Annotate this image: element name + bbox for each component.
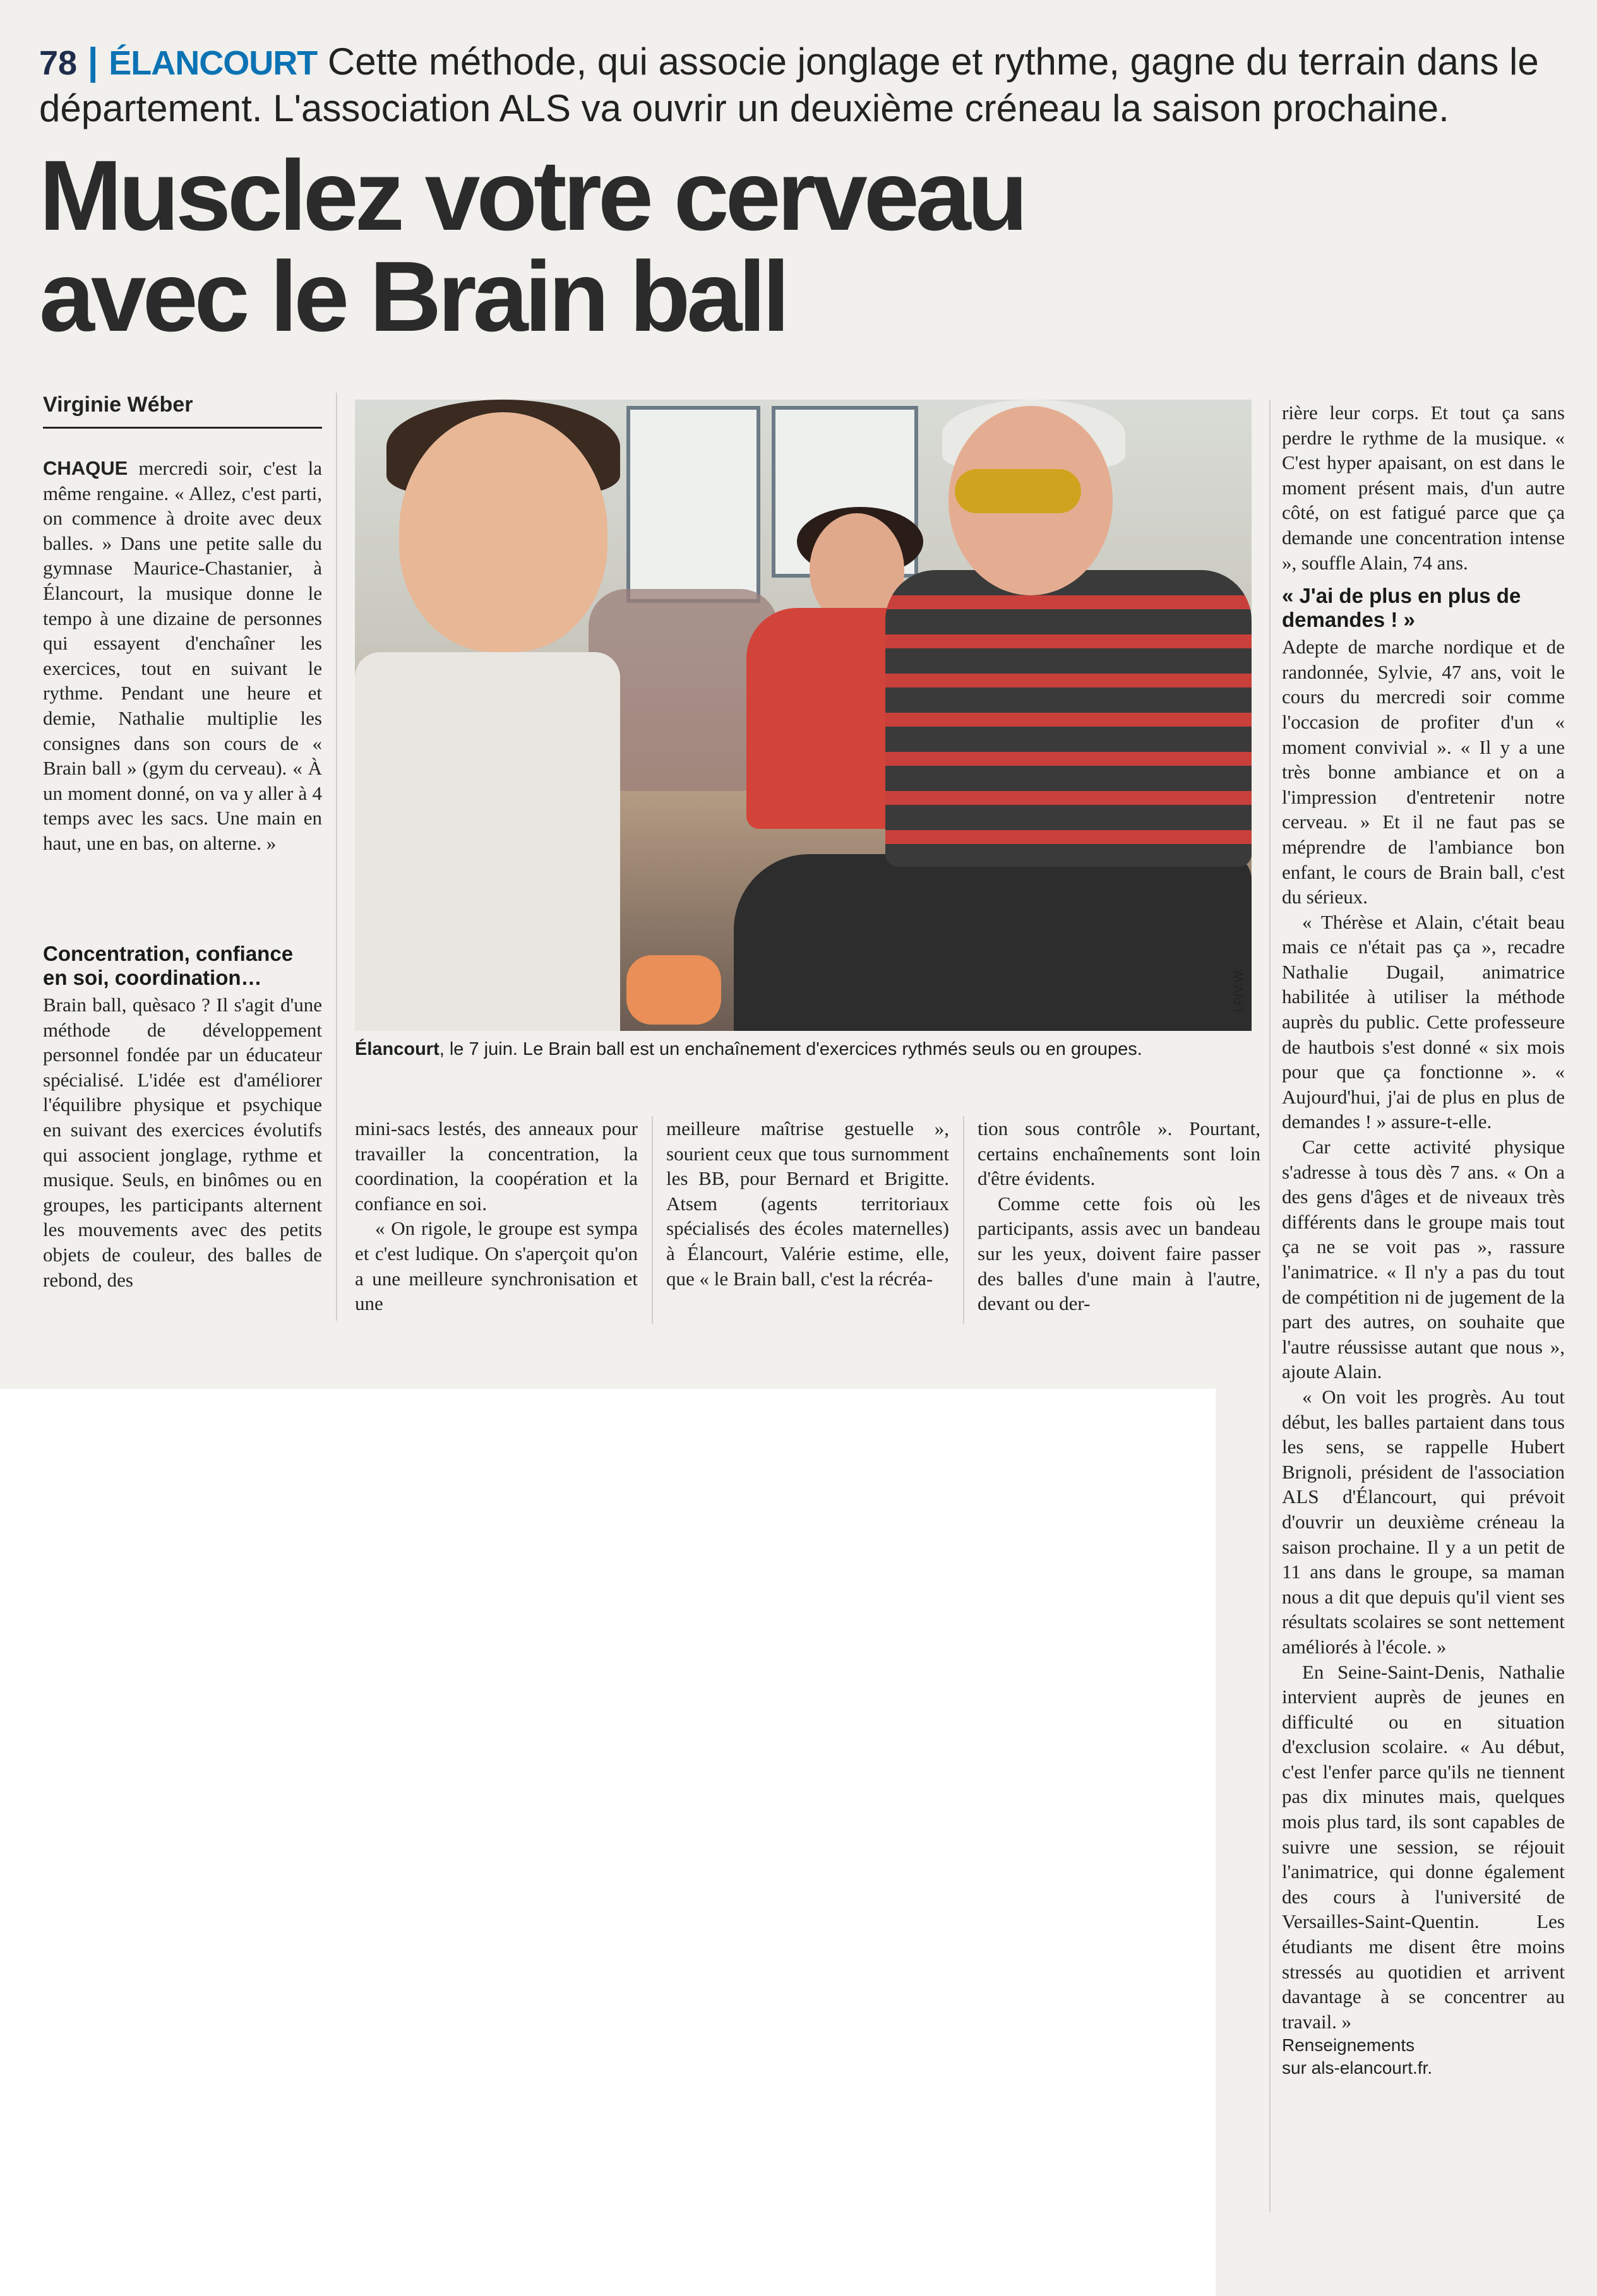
byline-rule [43, 427, 322, 429]
kicker [39, 39, 1567, 131]
headline [39, 140, 1239, 352]
paragraph: meilleure maîtrise gestuelle », sourient ceux que tous surnomment les BB, pour Bernard et Brigitte. Atsem (agents territoriaux spécialisés des écoles maternelles) à Élancourt, Valérie estime, elle, que « le Brain ball, c'est la récréa- [666, 1117, 949, 1290]
caption-text: , le 7 juin. Le Brain ball est un enchaînement d'exercices rythmés seuls ou en groupes. [439, 1039, 1142, 1059]
paragraph: tion sous contrôle ». Pourtant, certains enchaînements sont loin d'être évidents. [978, 1117, 1260, 1190]
column-4 [978, 1116, 1260, 1316]
article-photo [355, 400, 1252, 1031]
column-rule [1269, 400, 1271, 2212]
weighted-bag [626, 955, 721, 1025]
kicker-separator: | [87, 40, 99, 83]
info-label: Renseignements [1282, 2035, 1415, 2055]
paragraph: « Thérèse et Alain, c'était beau mais ce n'était pas ça », recadre Nathalie Dugail, animatrice habilitée à utiliser la méthode auprès du public. Cette professeure de hautbois s'est donné « six mois pour que ça fonctionne ». « Aujourd'hui, j'ai de plus en plus de demandes ! » assure-t-elle. [1282, 910, 1565, 1133]
column-1 [43, 456, 322, 856]
paragraph: mercredi soir, c'est la même rengaine. « Allez, c'est parti, on commence à droite avec deux balles. » Dans une petite salle du gymnase Maurice-Chastanier, à Élancourt, la musique donne le tempo à une dizaine de personnes qui essayent d'enchaîner les exercices, tout en suivant le rythme. Pendant une heure et demie, Nathalie multiplie les consignes dans son cours de « Brain ball » (gym du cerveau). « À un moment donné, on va y aller à 4 temps avec les sacs. Une main en haut, une en bas, on alterne. » [43, 457, 322, 854]
participant-legs [734, 854, 1252, 1031]
column-rule [963, 1116, 964, 1324]
column-3 [666, 1116, 949, 1291]
blindfold-mask [955, 469, 1081, 513]
window [626, 406, 760, 603]
column-rule [336, 393, 337, 1321]
lead-word: CHAQUE [43, 457, 128, 479]
paragraph: « On rigole, le groupe est sympa et c'est ludique. On s'aperçoit qu'on a une meilleure synchronisation et une [355, 1217, 638, 1315]
paragraph: Adepte de marche nordique et de randonnée, Sylvie, 47 ans, voit le cours du mercredi soir comme l'occasion de profiter d'un « moment convivial ». « Il y a une très bonne ambiance et on a l'impression d'entretenir notre cerveau. » Et il ne faut pas se méprendre de l'ambiance bon enfant, le cours de Brain ball, c'est du sérieux. [1282, 636, 1565, 908]
headline-line-1: Musclez votre cerveau [39, 140, 1025, 251]
column-5 [1282, 400, 1565, 2079]
column-1-continued [43, 933, 322, 1292]
byline: Virginie Wéber [43, 393, 193, 417]
participant-striped-shirt [885, 570, 1252, 867]
subhead-concentration: Concentration, confiance en soi, coordination… [43, 942, 294, 989]
photo-caption [355, 1038, 1252, 1060]
boy-head [399, 412, 607, 652]
headline-line-2: avec le Brain ball [39, 241, 787, 352]
paragraph: rière leur corps. Et tout ça sans perdre le rythme de la musique. « C'est hyper apaisant, on est dans le moment présent mais, d'un autre côté, on est fatigué parce que ça demande une concentration intense », souffle Alain, 74 ans. [1282, 402, 1565, 574]
page-number: 78 [39, 44, 78, 82]
section-town: ÉLANCOURT [109, 44, 318, 82]
boy-tshirt [355, 652, 620, 1031]
column-2 [355, 1116, 638, 1316]
paragraph: « On voit les progrès. Au tout début, les balles partaient dans tous les sens, se rappelle Hubert Brignoli, président de l'association ALS d'Élancourt, qui prévoit d'ouvrir un deuxième créneau la saison prochaine. Il y a un petit de 11 ans dans le groupe, sa maman nous a dit que depuis qu'il vient ses résultats scolaires se sont nettement améliorés à l'école. » [1282, 1385, 1565, 1658]
paragraph: Comme cette fois où les participants, assis avec un bandeau sur les yeux, doivent faire passer des balles d'une main à l'autre, devant ou der- [978, 1192, 1260, 1315]
subhead-demandes: « J'ai de plus en plus de demandes ! » [1282, 584, 1521, 632]
paragraph: mini-sacs lestés, des anneaux pour travailler la concentration, la coordination, la coopération et la confiance en soi. [355, 1117, 638, 1215]
paragraph: Brain ball, quèsaco ? Il s'agit d'une méthode de développement personnel fondée par un éducateur spécialisé. L'idée est d'améliorer l'équilibre physique et psychique en suivant des exercices évolutifs qui associent jonglage, rythme et musique. Seuls, en binômes ou en groupes, les participants alternent les mouvements avec des petits objets de couleur, des balles de rebond, des [43, 994, 322, 1291]
photo-credit: LP/V.W. [1232, 968, 1246, 1013]
column-rule [652, 1116, 653, 1324]
kicker-text: Cette méthode, qui associe jonglage et rythme, gagne du terrain dans le département. L'association ALS va ouvrir un deuxième créneau la saison prochaine. [39, 40, 1539, 129]
caption-place: Élancourt [355, 1039, 440, 1059]
info-website: sur als-elancourt.fr. [1282, 2058, 1433, 2078]
paragraph: Car cette activité physique s'adresse à tous dès 7 ans. « On a des gens d'âges et de niveaux très différents dans le groupe mais tout ça ne se voit pas », rassure l'animatrice. « Il n'y a pas du tout de compétition ni de jugement de la part des autres, on souhaite que l'autre réussisse autant que nous », ajoute Alain. [1282, 1136, 1565, 1383]
paragraph: En Seine-Saint-Denis, Nathalie intervient auprès de jeunes en difficulté ou en situation d'exclusion scolaire. « Au début, c'est l'enfer parce qu'ils ne tiennent pas dix minutes mais, quelques mois plus tard, ils sont capables de suivre une session, se réjouit l'animatrice, qui donne également des cours à l'université de Versailles-Saint-Quentin. Les étudiants me disent être moins stressés au quotidien et arrivent davantage à se concentrer au travail. » [1282, 1660, 1565, 2033]
